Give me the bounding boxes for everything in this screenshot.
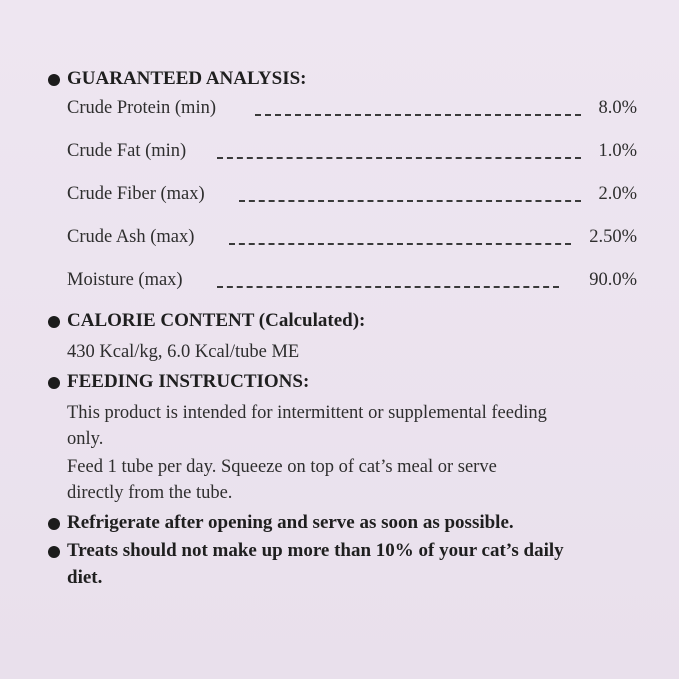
calorie-content-text: 430 Kcal/kg, 6.0 Kcal/tube ME <box>67 342 300 362</box>
treats-note-line: diet. <box>67 567 103 588</box>
analysis-row <box>67 141 637 167</box>
bullet-feeding-instructions <box>48 377 60 389</box>
analysis-label: Crude Fat (min) <box>67 141 187 161</box>
guaranteed-analysis-heading: GUARANTEED ANALYSIS: <box>67 68 307 89</box>
analysis-label: Moisture (max) <box>67 270 183 290</box>
dotted-leader <box>255 114 581 116</box>
analysis-row <box>67 227 637 253</box>
bullet-guaranteed-analysis <box>48 74 60 86</box>
analysis-label: Crude Protein (min) <box>67 98 217 118</box>
dotted-leader <box>217 286 559 288</box>
analysis-value: 90.0% <box>589 270 637 290</box>
treats-note-line: Treats should not make up more than 10% of your cat’s daily <box>67 540 564 561</box>
feeding-instructions-heading: FEEDING INSTRUCTIONS: <box>67 371 310 392</box>
analysis-value: 2.50% <box>589 227 637 247</box>
calorie-content-heading: CALORIE CONTENT (Calculated): <box>67 310 366 331</box>
bullet-calorie-content <box>48 316 60 328</box>
analysis-value: 8.0% <box>598 98 637 118</box>
feeding-instructions-line: Feed 1 tube per day. Squeeze on top of cat’s meal or serve <box>67 457 497 477</box>
bullet-treats <box>48 546 60 558</box>
feeding-instructions-line: This product is intended for intermittent or supplemental feeding <box>67 403 547 423</box>
dotted-leader <box>217 157 581 159</box>
feeding-instructions-line: only. <box>67 429 104 449</box>
analysis-row <box>67 184 637 210</box>
analysis-label: Crude Fiber (max) <box>67 184 205 204</box>
analysis-label: Crude Ash (max) <box>67 227 195 247</box>
analysis-value: 1.0% <box>598 141 637 161</box>
dotted-leader <box>239 200 581 202</box>
analysis-row <box>67 270 637 296</box>
refrigerate-note: Refrigerate after opening and serve as soon as possible. <box>67 512 514 533</box>
dotted-leader <box>229 243 571 245</box>
feeding-instructions-line: directly from the tube. <box>67 483 233 503</box>
bullet-refrigerate <box>48 518 60 530</box>
analysis-value: 2.0% <box>598 184 637 204</box>
analysis-row <box>67 98 637 124</box>
